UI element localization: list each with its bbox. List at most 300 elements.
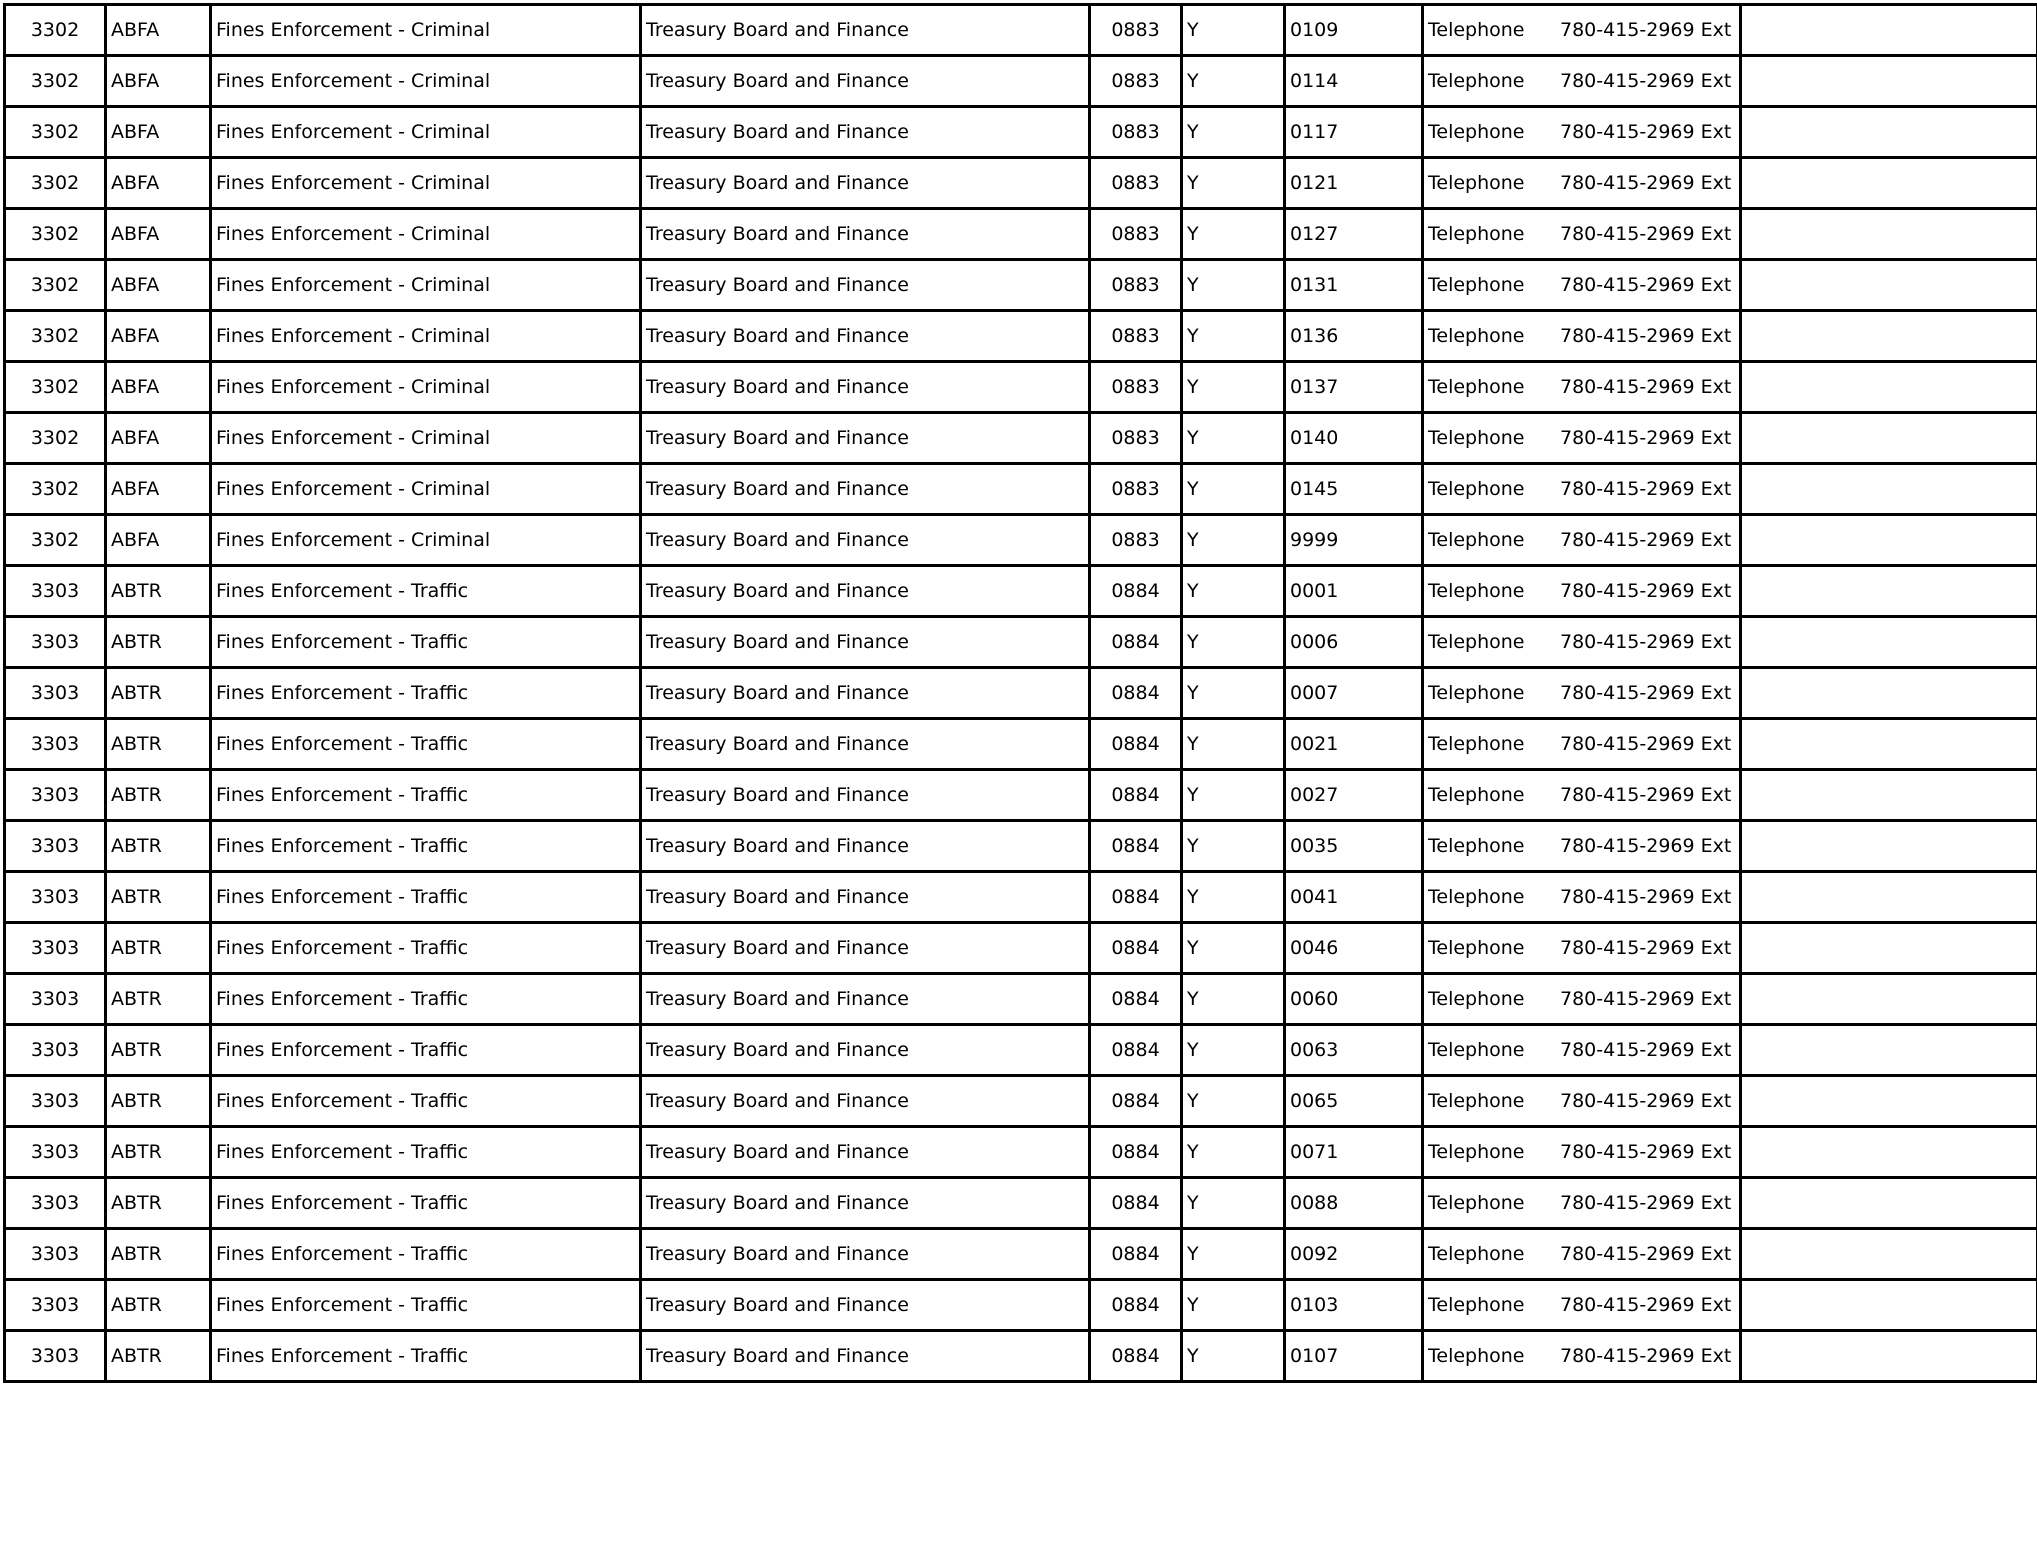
cell-program: Fines Enforcement - Traffic (211, 821, 641, 872)
cell-flag: Y (1182, 464, 1285, 515)
data-table-container (3, 3, 2036, 1542)
cell-sequence: 0121 (1285, 158, 1423, 209)
cell-flag: Y (1182, 719, 1285, 770)
cell-extra (1741, 1280, 2037, 1331)
contact-type: Telephone (1428, 325, 1525, 347)
table-row (5, 1178, 2037, 1229)
cell-number: 0884 (1090, 1025, 1182, 1076)
cell-ministry: Treasury Board and Finance (641, 719, 1090, 770)
cell-number: 0884 (1090, 1076, 1182, 1127)
cell-extra (1741, 413, 2037, 464)
cell-program: Fines Enforcement - Criminal (211, 107, 641, 158)
table-row (5, 311, 2037, 362)
cell-contact (1423, 974, 1741, 1025)
cell-number: 0884 (1090, 719, 1182, 770)
cell-code: ABTR (106, 770, 211, 821)
cell-contact (1423, 872, 1741, 923)
cell-id: 3303 (5, 1331, 106, 1382)
table-row (5, 719, 2037, 770)
cell-number: 0884 (1090, 566, 1182, 617)
cell-contact (1423, 5, 1741, 56)
cell-extra (1741, 719, 2037, 770)
cell-number: 0883 (1090, 107, 1182, 158)
cell-ministry: Treasury Board and Finance (641, 1331, 1090, 1382)
cell-program: Fines Enforcement - Traffic (211, 719, 641, 770)
cell-id: 3303 (5, 1229, 106, 1280)
cell-contact (1423, 362, 1741, 413)
contact-type: Telephone (1428, 835, 1525, 857)
cell-flag: Y (1182, 1229, 1285, 1280)
contact-type: Telephone (1428, 172, 1525, 194)
table-row (5, 464, 2037, 515)
cell-number: 0884 (1090, 1331, 1182, 1382)
cell-id: 3302 (5, 464, 106, 515)
cell-contact (1423, 413, 1741, 464)
cell-number: 0883 (1090, 362, 1182, 413)
cell-extra (1741, 872, 2037, 923)
cell-sequence: 0071 (1285, 1127, 1423, 1178)
cell-id: 3303 (5, 923, 106, 974)
cell-extra (1741, 821, 2037, 872)
cell-program: Fines Enforcement - Criminal (211, 464, 641, 515)
contact-phone: 780-415-2969 Ext (1560, 121, 1732, 143)
cell-program: Fines Enforcement - Traffic (211, 770, 641, 821)
cell-flag: Y (1182, 1178, 1285, 1229)
table-row (5, 1025, 2037, 1076)
cell-code: ABFA (106, 209, 211, 260)
table-row (5, 5, 2037, 56)
cell-program: Fines Enforcement - Criminal (211, 56, 641, 107)
cell-contact (1423, 1127, 1741, 1178)
table-row (5, 107, 2037, 158)
cell-id: 3302 (5, 158, 106, 209)
cell-sequence: 0021 (1285, 719, 1423, 770)
cell-id: 3302 (5, 515, 106, 566)
cell-program: Fines Enforcement - Criminal (211, 362, 641, 413)
contact-type: Telephone (1428, 1090, 1525, 1112)
cell-sequence: 0065 (1285, 1076, 1423, 1127)
cell-code: ABFA (106, 413, 211, 464)
contact-phone: 780-415-2969 Ext (1560, 631, 1732, 653)
contact-phone: 780-415-2969 Ext (1560, 1243, 1732, 1265)
cell-program: Fines Enforcement - Traffic (211, 1076, 641, 1127)
cell-contact (1423, 566, 1741, 617)
cell-program: Fines Enforcement - Traffic (211, 1178, 641, 1229)
cell-id: 3303 (5, 1127, 106, 1178)
cell-code: ABTR (106, 1178, 211, 1229)
cell-number: 0884 (1090, 668, 1182, 719)
cell-extra (1741, 1025, 2037, 1076)
cell-number: 0884 (1090, 617, 1182, 668)
cell-ministry: Treasury Board and Finance (641, 923, 1090, 974)
table-row (5, 209, 2037, 260)
cell-number: 0883 (1090, 158, 1182, 209)
cell-flag: Y (1182, 413, 1285, 464)
cell-id: 3303 (5, 566, 106, 617)
cell-code: ABTR (106, 974, 211, 1025)
cell-extra (1741, 923, 2037, 974)
cell-number: 0883 (1090, 515, 1182, 566)
cell-id: 3302 (5, 209, 106, 260)
cell-code: ABFA (106, 56, 211, 107)
table-body (5, 5, 2037, 1382)
cell-id: 3302 (5, 311, 106, 362)
cell-code: ABFA (106, 464, 211, 515)
contact-type: Telephone (1428, 223, 1525, 245)
contact-type: Telephone (1428, 1243, 1525, 1265)
cell-ministry: Treasury Board and Finance (641, 1280, 1090, 1331)
cell-code: ABTR (106, 566, 211, 617)
cell-ministry: Treasury Board and Finance (641, 464, 1090, 515)
cell-program: Fines Enforcement - Criminal (211, 515, 641, 566)
cell-code: ABTR (106, 1331, 211, 1382)
contact-type: Telephone (1428, 478, 1525, 500)
contact-type: Telephone (1428, 1294, 1525, 1316)
contact-type: Telephone (1428, 427, 1525, 449)
cell-flag: Y (1182, 1280, 1285, 1331)
cell-id: 3302 (5, 5, 106, 56)
cell-sequence: 0006 (1285, 617, 1423, 668)
cell-number: 0884 (1090, 1229, 1182, 1280)
cell-sequence: 9999 (1285, 515, 1423, 566)
cell-sequence: 0027 (1285, 770, 1423, 821)
contact-type: Telephone (1428, 376, 1525, 398)
cell-flag: Y (1182, 566, 1285, 617)
cell-contact (1423, 107, 1741, 158)
cell-ministry: Treasury Board and Finance (641, 158, 1090, 209)
table-row (5, 1076, 2037, 1127)
cell-flag: Y (1182, 1076, 1285, 1127)
cell-ministry: Treasury Board and Finance (641, 617, 1090, 668)
contact-type: Telephone (1428, 1039, 1525, 1061)
cell-code: ABTR (106, 617, 211, 668)
contact-phone: 780-415-2969 Ext (1560, 325, 1732, 347)
cell-sequence: 0131 (1285, 260, 1423, 311)
contact-phone: 780-415-2969 Ext (1560, 274, 1732, 296)
cell-ministry: Treasury Board and Finance (641, 515, 1090, 566)
cell-extra (1741, 1076, 2037, 1127)
cell-program: Fines Enforcement - Traffic (211, 1025, 641, 1076)
contact-type: Telephone (1428, 529, 1525, 551)
cell-program: Fines Enforcement - Traffic (211, 1229, 641, 1280)
contact-type: Telephone (1428, 886, 1525, 908)
cell-id: 3303 (5, 872, 106, 923)
cell-contact (1423, 1280, 1741, 1331)
cell-program: Fines Enforcement - Criminal (211, 158, 641, 209)
contact-type: Telephone (1428, 1345, 1525, 1367)
table-row (5, 1229, 2037, 1280)
contact-phone: 780-415-2969 Ext (1560, 784, 1732, 806)
cell-sequence: 0109 (1285, 5, 1423, 56)
data-table (3, 3, 2037, 1383)
cell-extra (1741, 515, 2037, 566)
cell-code: ABFA (106, 158, 211, 209)
contact-type: Telephone (1428, 631, 1525, 653)
cell-ministry: Treasury Board and Finance (641, 566, 1090, 617)
cell-extra (1741, 1229, 2037, 1280)
cell-ministry: Treasury Board and Finance (641, 872, 1090, 923)
cell-flag: Y (1182, 158, 1285, 209)
cell-flag: Y (1182, 872, 1285, 923)
cell-sequence: 0145 (1285, 464, 1423, 515)
cell-code: ABFA (106, 515, 211, 566)
contact-phone: 780-415-2969 Ext (1560, 478, 1732, 500)
table-row (5, 872, 2037, 923)
cell-id: 3303 (5, 617, 106, 668)
contact-type: Telephone (1428, 1192, 1525, 1214)
table-row (5, 413, 2037, 464)
cell-extra (1741, 668, 2037, 719)
cell-flag: Y (1182, 617, 1285, 668)
cell-flag: Y (1182, 260, 1285, 311)
cell-code: ABTR (106, 1076, 211, 1127)
cell-program: Fines Enforcement - Traffic (211, 872, 641, 923)
cell-extra (1741, 770, 2037, 821)
table-row (5, 770, 2037, 821)
cell-flag: Y (1182, 311, 1285, 362)
contact-type: Telephone (1428, 784, 1525, 806)
cell-extra (1741, 566, 2037, 617)
cell-id: 3302 (5, 107, 106, 158)
contact-phone: 780-415-2969 Ext (1560, 427, 1732, 449)
cell-id: 3303 (5, 974, 106, 1025)
cell-program: Fines Enforcement - Traffic (211, 668, 641, 719)
cell-id: 3303 (5, 1178, 106, 1229)
cell-ministry: Treasury Board and Finance (641, 668, 1090, 719)
cell-flag: Y (1182, 974, 1285, 1025)
cell-ministry: Treasury Board and Finance (641, 260, 1090, 311)
cell-id: 3303 (5, 719, 106, 770)
cell-contact (1423, 1025, 1741, 1076)
cell-ministry: Treasury Board and Finance (641, 1025, 1090, 1076)
cell-sequence: 0107 (1285, 1331, 1423, 1382)
cell-contact (1423, 464, 1741, 515)
table-row (5, 1280, 2037, 1331)
cell-extra (1741, 362, 2037, 413)
cell-code: ABTR (106, 1229, 211, 1280)
cell-code: ABTR (106, 1127, 211, 1178)
cell-code: ABTR (106, 668, 211, 719)
cell-sequence: 0137 (1285, 362, 1423, 413)
cell-program: Fines Enforcement - Traffic (211, 1280, 641, 1331)
cell-ministry: Treasury Board and Finance (641, 1076, 1090, 1127)
cell-sequence: 0001 (1285, 566, 1423, 617)
cell-extra (1741, 5, 2037, 56)
cell-code: ABFA (106, 107, 211, 158)
contact-type: Telephone (1428, 937, 1525, 959)
cell-flag: Y (1182, 1331, 1285, 1382)
cell-sequence: 0035 (1285, 821, 1423, 872)
table-row (5, 566, 2037, 617)
cell-number: 0884 (1090, 974, 1182, 1025)
cell-number: 0884 (1090, 1280, 1182, 1331)
cell-contact (1423, 770, 1741, 821)
cell-contact (1423, 1331, 1741, 1382)
table-row (5, 617, 2037, 668)
contact-phone: 780-415-2969 Ext (1560, 1039, 1732, 1061)
contact-phone: 780-415-2969 Ext (1560, 1192, 1732, 1214)
cell-sequence: 0088 (1285, 1178, 1423, 1229)
cell-extra (1741, 311, 2037, 362)
cell-ministry: Treasury Board and Finance (641, 56, 1090, 107)
cell-program: Fines Enforcement - Traffic (211, 1127, 641, 1178)
cell-extra (1741, 974, 2037, 1025)
contact-phone: 780-415-2969 Ext (1560, 70, 1732, 92)
cell-contact (1423, 209, 1741, 260)
cell-contact (1423, 311, 1741, 362)
contact-type: Telephone (1428, 988, 1525, 1010)
cell-id: 3303 (5, 770, 106, 821)
cell-sequence: 0114 (1285, 56, 1423, 107)
cell-number: 0884 (1090, 821, 1182, 872)
cell-extra (1741, 1127, 2037, 1178)
cell-sequence: 0007 (1285, 668, 1423, 719)
contact-phone: 780-415-2969 Ext (1560, 988, 1732, 1010)
cell-program: Fines Enforcement - Criminal (211, 260, 641, 311)
cell-code: ABFA (106, 260, 211, 311)
cell-program: Fines Enforcement - Criminal (211, 209, 641, 260)
cell-contact (1423, 56, 1741, 107)
contact-phone: 780-415-2969 Ext (1560, 19, 1732, 41)
table-row (5, 158, 2037, 209)
cell-contact (1423, 668, 1741, 719)
cell-number: 0883 (1090, 413, 1182, 464)
contact-phone: 780-415-2969 Ext (1560, 529, 1732, 551)
cell-contact (1423, 923, 1741, 974)
cell-code: ABFA (106, 311, 211, 362)
cell-code: ABFA (106, 5, 211, 56)
cell-number: 0883 (1090, 56, 1182, 107)
cell-code: ABFA (106, 362, 211, 413)
cell-id: 3302 (5, 56, 106, 107)
cell-contact (1423, 515, 1741, 566)
cell-id: 3302 (5, 362, 106, 413)
table-row (5, 668, 2037, 719)
cell-ministry: Treasury Board and Finance (641, 362, 1090, 413)
contact-phone: 780-415-2969 Ext (1560, 223, 1732, 245)
cell-ministry: Treasury Board and Finance (641, 107, 1090, 158)
cell-ministry: Treasury Board and Finance (641, 1229, 1090, 1280)
cell-ministry: Treasury Board and Finance (641, 821, 1090, 872)
cell-program: Fines Enforcement - Traffic (211, 923, 641, 974)
cell-number: 0883 (1090, 464, 1182, 515)
cell-flag: Y (1182, 1127, 1285, 1178)
cell-code: ABTR (106, 1025, 211, 1076)
cell-code: ABTR (106, 923, 211, 974)
cell-contact (1423, 821, 1741, 872)
contact-phone: 780-415-2969 Ext (1560, 1345, 1732, 1367)
cell-code: ABTR (106, 821, 211, 872)
cell-extra (1741, 107, 2037, 158)
cell-number: 0884 (1090, 1178, 1182, 1229)
cell-sequence: 0092 (1285, 1229, 1423, 1280)
contact-type: Telephone (1428, 121, 1525, 143)
cell-contact (1423, 260, 1741, 311)
cell-contact (1423, 1076, 1741, 1127)
cell-flag: Y (1182, 107, 1285, 158)
table-row (5, 362, 2037, 413)
cell-ministry: Treasury Board and Finance (641, 770, 1090, 821)
cell-id: 3303 (5, 1025, 106, 1076)
cell-id: 3302 (5, 260, 106, 311)
cell-id: 3302 (5, 413, 106, 464)
table-row (5, 974, 2037, 1025)
cell-code: ABTR (106, 872, 211, 923)
cell-number: 0883 (1090, 209, 1182, 260)
contact-type: Telephone (1428, 733, 1525, 755)
contact-phone: 780-415-2969 Ext (1560, 172, 1732, 194)
cell-number: 0883 (1090, 5, 1182, 56)
contact-phone: 780-415-2969 Ext (1560, 1090, 1732, 1112)
contact-type: Telephone (1428, 70, 1525, 92)
table-row (5, 515, 2037, 566)
cell-contact (1423, 1178, 1741, 1229)
contact-phone: 780-415-2969 Ext (1560, 376, 1732, 398)
cell-sequence: 0041 (1285, 872, 1423, 923)
cell-number: 0884 (1090, 923, 1182, 974)
cell-id: 3303 (5, 668, 106, 719)
cell-contact (1423, 617, 1741, 668)
table-row (5, 1127, 2037, 1178)
cell-id: 3303 (5, 821, 106, 872)
cell-ministry: Treasury Board and Finance (641, 1127, 1090, 1178)
contact-phone: 780-415-2969 Ext (1560, 733, 1732, 755)
cell-flag: Y (1182, 209, 1285, 260)
contact-phone: 780-415-2969 Ext (1560, 1294, 1732, 1316)
cell-ministry: Treasury Board and Finance (641, 413, 1090, 464)
cell-program: Fines Enforcement - Traffic (211, 566, 641, 617)
cell-program: Fines Enforcement - Criminal (211, 311, 641, 362)
cell-flag: Y (1182, 56, 1285, 107)
cell-program: Fines Enforcement - Criminal (211, 413, 641, 464)
cell-sequence: 0117 (1285, 107, 1423, 158)
cell-sequence: 0127 (1285, 209, 1423, 260)
cell-sequence: 0060 (1285, 974, 1423, 1025)
cell-contact (1423, 1229, 1741, 1280)
contact-type: Telephone (1428, 682, 1525, 704)
cell-number: 0884 (1090, 770, 1182, 821)
contact-phone: 780-415-2969 Ext (1560, 835, 1732, 857)
cell-flag: Y (1182, 923, 1285, 974)
cell-number: 0884 (1090, 1127, 1182, 1178)
cell-flag: Y (1182, 821, 1285, 872)
contact-type: Telephone (1428, 19, 1525, 41)
cell-number: 0884 (1090, 872, 1182, 923)
cell-program: Fines Enforcement - Traffic (211, 617, 641, 668)
cell-ministry: Treasury Board and Finance (641, 974, 1090, 1025)
contact-phone: 780-415-2969 Ext (1560, 682, 1732, 704)
cell-extra (1741, 260, 2037, 311)
cell-extra (1741, 1331, 2037, 1382)
cell-contact (1423, 719, 1741, 770)
cell-code: ABTR (106, 1280, 211, 1331)
contact-type: Telephone (1428, 1141, 1525, 1163)
contact-type: Telephone (1428, 274, 1525, 296)
cell-extra (1741, 158, 2037, 209)
cell-id: 3303 (5, 1280, 106, 1331)
cell-extra (1741, 617, 2037, 668)
cell-flag: Y (1182, 770, 1285, 821)
cell-number: 0883 (1090, 311, 1182, 362)
cell-extra (1741, 56, 2037, 107)
cell-id: 3303 (5, 1076, 106, 1127)
cell-program: Fines Enforcement - Criminal (211, 5, 641, 56)
cell-program: Fines Enforcement - Traffic (211, 974, 641, 1025)
cell-flag: Y (1182, 668, 1285, 719)
table-row (5, 1331, 2037, 1382)
table-row (5, 260, 2037, 311)
contact-phone: 780-415-2969 Ext (1560, 580, 1732, 602)
